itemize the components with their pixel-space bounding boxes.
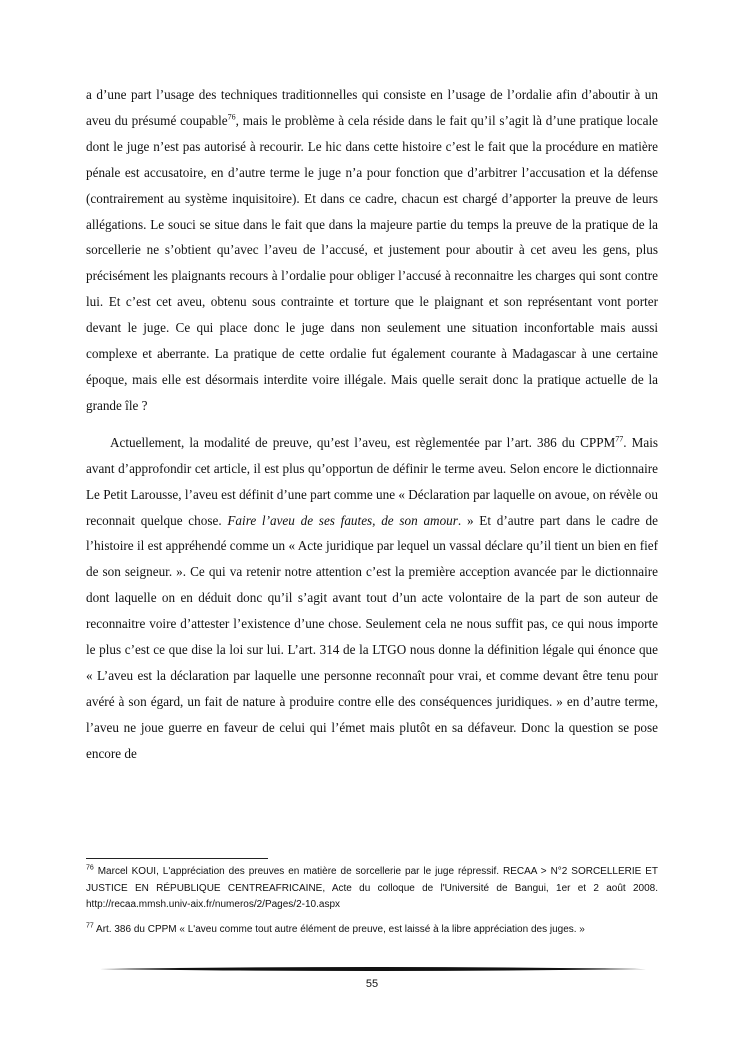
footnote-ref-76[interactable]: 76 <box>227 112 236 122</box>
paragraph-1: a d’une part l’usage des techniques traditionnelles qui consiste en l’usage de l’ordalie afin d’aboutir à un aveu du présumé coupable$^{76}$, mais le problème à cela réside dans le fait qu’il s’agit là d’une pratique locale dont le juge n’est pas autorisé à recourir. Le hic dans cette histoire c’est le fait que la procédure en matière pénale est accusatoire, en d’autre terme le juge n’a pour fonction que d’arbitrer l’accusation et la défense (contrairement au système inquisitoire). Et dans ce cadre, chacun est chargé d’apporter la preuve de leurs allégations. Le souci se situe dans le fait que dans la majeure partie du temps la preuve de la pratique de la sorcellerie ne s’obtient qu’avec l’aveu de l’accusé, et justement pour aboutir à cet aveu les gens, plus précisément les plaignants recours à l’ordalie pour obliger l’accusé à reconnaitre les charges qui sont contre lui. Et c’est cet aveu, obtenu sous contrainte et torture que le plaignant et son représentant vont porter devant le juge. Ce qui place donc le juge dans non seulement une situation inconfortable mais aussi complexe et aberrante. La pratique de cette ordalie fut également courante à Madagascar à une certaine époque, mais elle est désormais interdite voire illégale. Mais quelle serait donc la pratique actuelle de la grande île ? <box>86 87 658 413</box>
footnote-separator <box>86 858 268 859</box>
page-number: 55 <box>365 978 379 990</box>
body-text <box>86 82 658 767</box>
footnote-text: Marcel KOUI, L'appréciation des preuves en matière de sorcellerie par le juge répressif. RECAA > N°2 SORCELLERIE ET JUSTICE EN RÉPUBLIQUE CENTREAFRICAINE, Acte du colloque de l'Université de Bangui, 1er et 2 août 2008. http://recaa.mmsh.univ-aix.fr/numeros/2/Pages/2-10.aspx <box>86 866 658 910</box>
footnote-number: 77 <box>86 922 94 930</box>
footnote-text: Art. 386 du CPPM « L'aveu comme tout autre élément de preuve, est laissé à la libre appréciation des juges. » <box>93 923 585 935</box>
italic-example: Faire l’aveu de ses fautes, de son amour <box>227 512 458 528</box>
footnote-76 <box>86 864 658 914</box>
footnote-number: 76 <box>86 864 94 872</box>
page-footer-rule <box>100 966 646 972</box>
footnote-77 <box>86 922 658 939</box>
paragraph-2: Actuellement, la modalité de preuve, qu’est l’aveu, est règlementée par l’art. 386 du CPPM$^{77}$. Mais avant d’approfondir cet article, il est plus qu’opportun de définir le terme aveu. Selon encore le dictionnaire Le Petit Larousse, l’aveu est définit d’une part comme une « Déclaration par laquelle on avoue, on révèle ou reconnait quelque chose. Faire l’aveu de ses fautes, de son amour. » Et d’autre part dans le cadre de l’histoire il est appréhendé comme un « Acte juridique par lequel un vassal déclare qu’il tient un bien en fief de son seigneur. ». Ce qui va retenir notre attention c’est la première acception avancée par le dictionnaire dont laquelle on en déduit donc qu’il s’agit avant tout d’un acte volontaire de la part de son auteur de reconnaitre voire d’attester l’existence d’une chose. Seulement cela ne nous suffit pas, ce qui nous importe le plus c’est ce que dise la loi sur lui. L’art. 314 de la LTGO nous donne la définition légale qui énonce que « L’aveu est la déclaration par laquelle une personne reconnaît pour vrai, et comme devant être tenu pour avéré à son égard, un fait de nature à produire contre elle des conséquences juridiques. » en d’autre terme, l’aveu ne joue guerre en faveur de celui qui l’émet mais plutôt en sa défaveur. Donc la question se pose encore de <box>86 434 659 761</box>
footnote-ref-77[interactable]: 77 <box>615 434 624 444</box>
footnotes <box>86 864 658 938</box>
